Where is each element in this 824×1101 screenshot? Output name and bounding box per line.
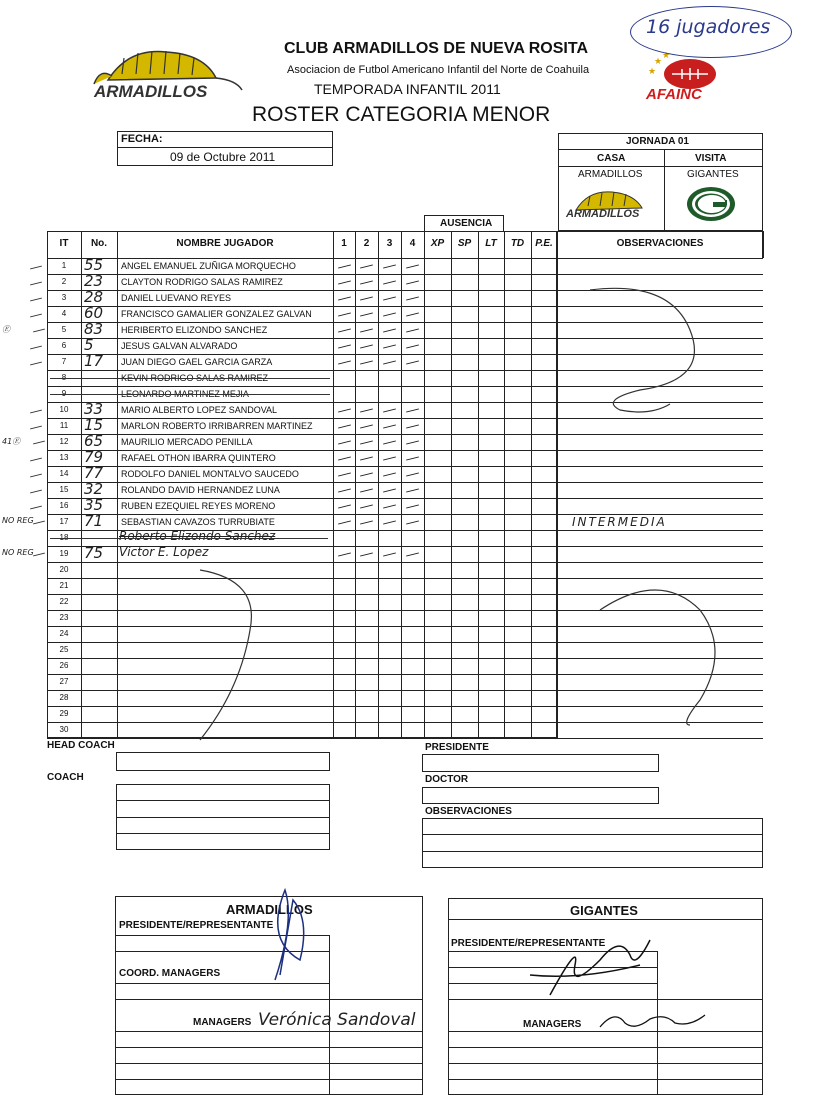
player-number: 23 [84, 272, 104, 290]
observaciones-field[interactable] [422, 818, 763, 868]
player-number: 5 [84, 336, 94, 354]
player-name: ANGEL EMANUEL ZUÑIGA MORQUECHO [121, 261, 296, 271]
quarter-check [360, 408, 373, 412]
quarter-check [383, 296, 396, 300]
strike-line [50, 394, 330, 395]
quarter-check [406, 408, 419, 412]
svg-text:★: ★ [654, 56, 663, 66]
row-it: 7 [61, 357, 67, 366]
doctor-label: DOCTOR [425, 774, 469, 785]
quarter-check [406, 344, 419, 348]
quarter-check [338, 488, 351, 492]
quarter-check [360, 440, 373, 444]
row-it: 3 [61, 293, 67, 302]
right-manager-signature [595, 1005, 715, 1035]
quarter-check [338, 456, 351, 460]
quarter-check [383, 344, 396, 348]
player-name: ROLANDO DAVID HERNANDEZ LUNA [121, 485, 280, 495]
row-it: 22 [59, 597, 69, 606]
club-name: CLUB ARMADILLOS DE NUEVA ROSITA [284, 40, 588, 57]
row-it: 15 [59, 485, 69, 494]
quarter-check [360, 504, 373, 508]
quarter-check [383, 264, 396, 268]
player-number: 55 [84, 256, 104, 274]
header-it: IT [59, 238, 69, 249]
quarter-check [338, 312, 351, 316]
left-presidente-signature [255, 880, 315, 990]
quarter-check [360, 552, 373, 556]
quarter-check [383, 280, 396, 284]
casa-team: ARMADILLOS [578, 169, 643, 180]
player-name: DANIEL LUEVANO REYES [121, 293, 232, 303]
roster-title: ROSTER CATEGORIA MENOR [252, 103, 551, 126]
left-margin-note: NO REG [2, 516, 34, 525]
margin-dash [30, 506, 42, 510]
ausencia-label: AUSENCIA [440, 218, 493, 229]
header-q3: 3 [386, 238, 393, 249]
quarter-check [338, 344, 351, 348]
handwritten-player-count-text: 16 jugadores [646, 16, 771, 38]
player-name: MARLON ROBERTO IRRIBARREN MARTINEZ [121, 421, 313, 431]
packers-g-logo [686, 186, 736, 227]
jornada-title: JORNADA 01 [626, 136, 689, 147]
player-name: JUAN DIEGO GAEL GARCIA GARZA [121, 357, 273, 367]
player-name: HERIBERTO ELIZONDO SANCHEZ [121, 325, 268, 335]
header-q2: 2 [363, 238, 370, 249]
player-number: 77 [84, 464, 104, 482]
left-manager-handwritten-name: Verónica Sandoval [258, 1010, 416, 1030]
svg-text:★: ★ [662, 52, 671, 60]
quarter-check [338, 360, 351, 364]
row-it: 2 [61, 277, 67, 286]
player-name: LEONARDO MARTINEZ MEJIA [121, 389, 249, 399]
quarter-check [406, 328, 419, 332]
player-number: 83 [84, 320, 104, 338]
quarter-check [383, 360, 396, 364]
quarter-check [338, 552, 351, 556]
row-it: 13 [59, 453, 69, 462]
armadillos-signature-title: ARMADILLOS [226, 902, 313, 917]
player-name: MAURILIO MERCADO PENILLA [121, 437, 253, 447]
left-margin-note: NO REG [2, 548, 34, 557]
header-obs: OBSERVACIONES [616, 238, 704, 249]
presidente-field[interactable] [422, 754, 659, 772]
player-name: RUBEN EZEQUIEL REYES MORENO [121, 501, 276, 511]
row-it: 21 [59, 581, 69, 590]
quarter-check [360, 360, 373, 364]
quarter-check [383, 408, 396, 412]
margin-dash [30, 346, 42, 350]
head-coach-label: HEAD COACH [47, 740, 115, 751]
presidente-label: PRESIDENTE [425, 742, 489, 753]
quarter-check [338, 440, 351, 444]
afainc-logo [642, 52, 728, 108]
quarter-check [383, 440, 396, 444]
player-number: 60 [84, 304, 104, 322]
header-td: TD [510, 238, 525, 249]
player-number: 32 [84, 480, 104, 498]
margin-dash [30, 298, 42, 302]
quarter-check [360, 296, 373, 300]
quarter-check [383, 552, 396, 556]
margin-dash [30, 426, 42, 430]
quarter-check [406, 552, 419, 556]
row-it: 10 [59, 405, 69, 414]
margin-dash [30, 266, 42, 270]
left-managers-label: MANAGERS [193, 1017, 252, 1028]
header-pe: P.E. [535, 238, 553, 249]
quarter-check [360, 328, 373, 332]
header-xp: XP [430, 238, 445, 249]
margin-dash [30, 410, 42, 414]
margin-dash [30, 314, 42, 318]
header-lt: LT [485, 238, 497, 249]
quarter-check [406, 504, 419, 508]
player-number: 28 [84, 288, 104, 306]
quarter-check [360, 520, 373, 524]
quarter-check [383, 520, 396, 524]
armadillos-logo [88, 44, 248, 106]
margin-dash [33, 329, 45, 333]
observaciones-label: OBSERVACIONES [425, 806, 512, 817]
quarter-check [406, 360, 419, 364]
player-name: RODOLFO DANIEL MONTALVO SAUCEDO [121, 469, 299, 479]
row-it: 27 [59, 677, 69, 686]
row-it: 29 [59, 709, 69, 718]
player-name: CLAYTON RODRIGO SALAS RAMIREZ [121, 277, 283, 287]
strike-line [50, 378, 330, 379]
margin-dash [30, 458, 42, 462]
quarter-check [338, 472, 351, 476]
quarter-check [383, 488, 396, 492]
quarter-check [383, 328, 396, 332]
quarter-check [406, 264, 419, 268]
player-name: Roberto Elizondo Sanchez [119, 529, 276, 543]
quarter-check [338, 504, 351, 508]
quarter-check [406, 520, 419, 524]
margin-dash [30, 282, 42, 286]
player-name: KEVIN RODRIGO SALAS RAMIREZ [121, 373, 269, 383]
quarter-check [360, 488, 373, 492]
quarter-check [406, 488, 419, 492]
quarter-check [383, 472, 396, 476]
player-name: FRANCISCO GAMALIER GONZALEZ GALVAN [121, 309, 312, 319]
visita-label: VISITA [695, 153, 727, 164]
row-it: 17 [59, 517, 69, 526]
visita-team: GIGANTES [687, 169, 739, 180]
quarter-check [360, 424, 373, 428]
header-sp: SP [457, 238, 472, 249]
quarter-check [338, 328, 351, 332]
margin-dash [30, 362, 42, 366]
player-number: 33 [84, 400, 104, 418]
afainc-logo-text: AFAINC [646, 86, 702, 103]
player-number: 35 [84, 496, 104, 514]
quarter-check [360, 264, 373, 268]
quarter-check [338, 296, 351, 300]
quarter-check [406, 424, 419, 428]
row-it: 1 [61, 261, 67, 270]
observacion-note: INTERMEDIA [572, 515, 667, 529]
svg-text:★: ★ [648, 66, 657, 76]
left-margin-note: 41Ⓔ [2, 437, 21, 446]
casa-label: CASA [597, 153, 626, 164]
header-q1: 1 [341, 238, 347, 249]
player-number: 65 [84, 432, 104, 450]
quarter-check [338, 424, 351, 428]
quarter-check [338, 280, 351, 284]
player-number: 71 [84, 512, 104, 530]
quarter-check [360, 472, 373, 476]
quarter-check [338, 520, 351, 524]
casa-team-logo [562, 186, 660, 224]
coach-label: COACH [47, 772, 84, 783]
quarter-check [360, 312, 373, 316]
observaciones-scribble [560, 270, 760, 730]
right-presidente-rep-label: PRESIDENTE/REPRESENTANTE [451, 938, 606, 949]
association-name: Asociacion de Futbol Americano Infantil del Norte de Coahuila [287, 64, 590, 76]
header-name: NOMBRE JUGADOR [176, 238, 274, 249]
right-managers-label: MANAGERS [523, 1019, 582, 1030]
row-it: 11 [59, 421, 69, 430]
margin-dash [33, 441, 45, 445]
player-name: JESUS GALVAN ALVARADO [121, 341, 238, 351]
header-no: No. [90, 238, 108, 249]
row-it: 18 [59, 533, 69, 542]
row-it: 16 [59, 501, 69, 510]
quarter-check [406, 440, 419, 444]
doctor-field[interactable] [422, 787, 659, 804]
quarter-check [360, 456, 373, 460]
player-name: MARIO ALBERTO LOPEZ SANDOVAL [121, 405, 278, 415]
fecha-label: FECHA: [121, 133, 163, 145]
casa-team-logo-text: ARMADILLOS [566, 208, 640, 220]
header-q4: 4 [409, 238, 416, 249]
quarter-check [338, 408, 351, 412]
quarter-check [406, 456, 419, 460]
player-number: 79 [84, 448, 104, 466]
strike-line [50, 538, 328, 539]
quarter-check [406, 472, 419, 476]
row-it: 30 [59, 725, 69, 734]
player-name: Victor E. Lopez [119, 545, 209, 559]
head-coach-field[interactable] [116, 752, 330, 771]
margin-dash [30, 474, 42, 478]
row-it: 14 [59, 469, 69, 478]
row-it: 8 [61, 373, 67, 382]
quarter-check [383, 312, 396, 316]
gigantes-signature-title: GIGANTES [570, 903, 638, 918]
player-number: 17 [84, 352, 104, 370]
row-it: 6 [61, 341, 67, 350]
quarter-check [383, 504, 396, 508]
armadillos-logo-text: ARMADILLOS [94, 82, 208, 101]
fecha-value: 09 de Octubre 2011 [170, 150, 276, 164]
quarter-check [406, 312, 419, 316]
row-it: 12 [59, 437, 69, 446]
row-it: 5 [61, 325, 67, 334]
names-scribble [180, 560, 320, 750]
margin-dash [33, 521, 45, 525]
player-number: 15 [84, 416, 104, 434]
row-it: 19 [59, 549, 69, 558]
coord-managers-label: COORD. MANAGERS [119, 968, 221, 979]
row-it: 28 [59, 693, 69, 702]
margin-dash [30, 490, 42, 494]
row-it: 20 [59, 565, 69, 574]
player-name: SEBASTIAN CAVAZOS TURRUBIATE [121, 517, 275, 527]
quarter-check [406, 280, 419, 284]
quarter-check [383, 424, 396, 428]
right-presidente-signature [520, 920, 670, 1005]
quarter-check [360, 344, 373, 348]
row-it: 23 [59, 613, 69, 622]
player-number: 75 [84, 544, 104, 562]
season-label: TEMPORADA INFANTIL 2011 [314, 81, 501, 97]
row-it: 9 [61, 389, 67, 398]
quarter-check [383, 456, 396, 460]
row-it: 24 [59, 629, 69, 638]
row-it: 25 [59, 645, 69, 654]
quarter-check [406, 296, 419, 300]
left-presidente-rep-label: PRESIDENTE/REPRESENTANTE [119, 920, 274, 931]
quarter-check [360, 280, 373, 284]
quarter-check [338, 264, 351, 268]
player-name: RAFAEL OTHON IBARRA QUINTERO [121, 453, 276, 463]
left-margin-note: Ⓔ [2, 325, 10, 334]
row-it: 4 [61, 309, 67, 318]
margin-dash [33, 553, 45, 557]
row-it: 26 [59, 661, 69, 670]
